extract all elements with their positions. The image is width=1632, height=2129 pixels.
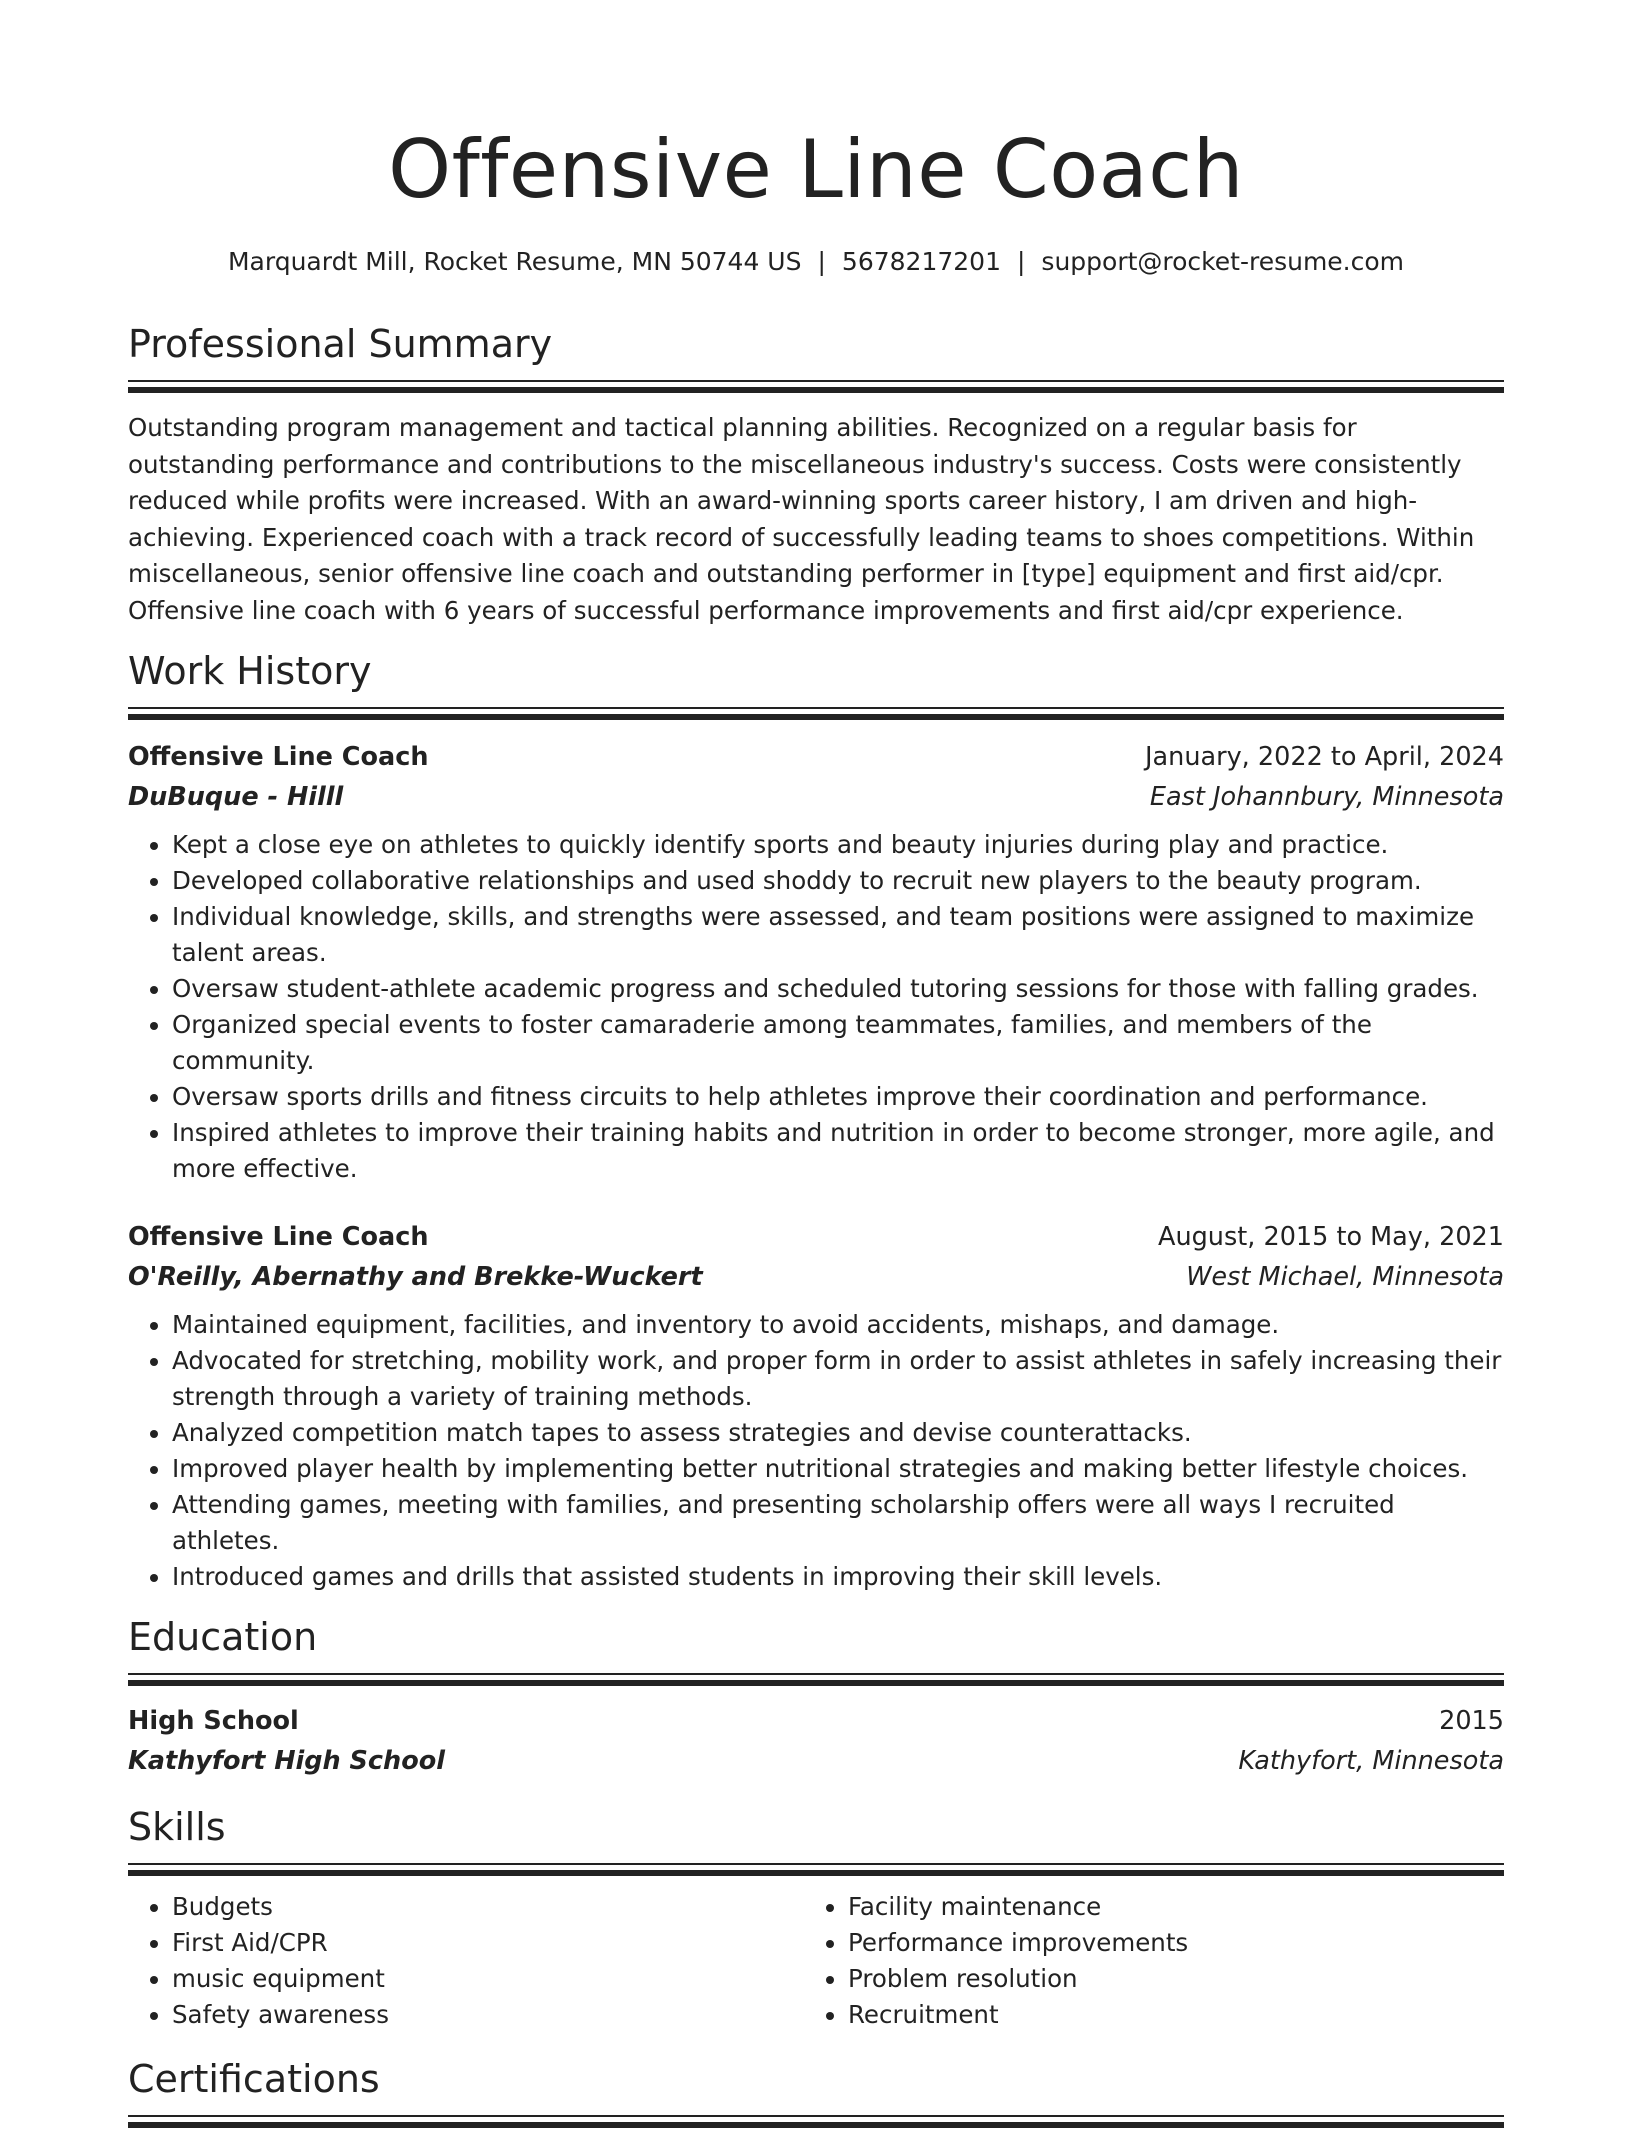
summary-section xyxy=(128,320,1504,629)
job-dates: August, 2015 to May, 2021 xyxy=(1158,1222,1504,1252)
list-item: • Attending games, meeting with families, and presenting scholarship offers were all ways I recruited athletes. xyxy=(172,1487,1504,1559)
certifications-section xyxy=(128,2055,1504,2129)
list-item: • Oversaw student-athlete academic progress and scheduled tutoring sessions for those with falling grades. xyxy=(172,971,1504,1007)
skills-section xyxy=(128,1803,1504,2033)
job-location: West Michael, Minnesota xyxy=(1186,1262,1504,1292)
job-dates: January, 2022 to April, 2024 xyxy=(1145,742,1504,772)
list-item: • Individual knowledge, skills, and strengths were assessed, and team positions were assigned to maximize talent areas. xyxy=(172,899,1504,971)
work-section xyxy=(128,647,1504,1595)
contact-email: support@rocket-resume.com xyxy=(1041,247,1405,276)
contact-phone: 5678217201 xyxy=(841,247,1001,276)
job-title: Offensive Line Coach xyxy=(128,1222,429,1252)
education-year: 2015 xyxy=(1439,1706,1504,1736)
list-item: • Improved player health by implementing better nutritional strategies and making better lifestyle choices. xyxy=(172,1451,1504,1487)
list-item: • Budgets xyxy=(172,1889,804,1925)
education-school-row xyxy=(128,1741,1504,1781)
education-degree: High School xyxy=(128,1706,299,1736)
list-item: • Recruitment xyxy=(848,1997,1480,2033)
job-title: Offensive Line Coach xyxy=(128,742,429,772)
education-location: Kathyfort, Minnesota xyxy=(1238,1746,1504,1776)
section-divider xyxy=(128,707,1504,721)
list-item: • Performance improvements xyxy=(848,1925,1480,1961)
list-item: • Problem resolution xyxy=(848,1961,1480,1997)
list-item: • Inspired athletes to improve their training habits and nutrition in order to become stronger, more agile, and more effective. xyxy=(172,1115,1504,1187)
section-title-summary: Professional Summary xyxy=(128,322,553,366)
section-title-skills: Skills xyxy=(128,1805,226,1849)
section-divider xyxy=(128,2115,1504,2129)
job-bullets xyxy=(128,827,1504,1187)
job-entry xyxy=(128,1217,1504,1595)
section-divider xyxy=(128,380,1504,394)
job-bullets xyxy=(128,1307,1504,1595)
skills-columns xyxy=(128,1889,1504,2033)
job-header-row xyxy=(128,737,1504,777)
list-item: • Developed collaborative relationships and used shoddy to recruit new players to the beauty program. xyxy=(172,863,1504,899)
list-item: • Kept a close eye on athletes to quickly identify sports and beauty injuries during play and practice. xyxy=(172,827,1504,863)
contact-line xyxy=(128,246,1504,278)
section-title-work: Work History xyxy=(128,649,372,693)
job-location: East Johannbury, Minnesota xyxy=(1149,782,1504,812)
skills-list-left xyxy=(128,1889,804,2033)
education-header-row xyxy=(128,1701,1504,1741)
job-company: O'Reilly, Abernathy and Brekke-Wuckert xyxy=(128,1262,703,1292)
list-item: • Safety awareness xyxy=(172,1997,804,2033)
summary-text: Outstanding program management and tactical planning abilities. Recognized on a regular basis for outstanding performance and contributions to the miscellaneous industry's success. Costs were consistently reduced while profits were increased. With an award-winning sports career history, I am driven and high-achieving. Experienced coach with a track record of successfully leading teams to shoes competitions. Within miscellaneous, senior offensive line coach and outstanding performer in [type] equipment and first aid/cpr. Offensive line coach with 6 years of successful performance improvements and first aid/cpr experience. xyxy=(128,413,1475,625)
section-title-education: Education xyxy=(128,1615,318,1659)
job-entry xyxy=(128,737,1504,1187)
job-company-row xyxy=(128,1257,1504,1297)
contact-address: Marquardt Mill, Rocket Resume, MN 50744 US xyxy=(227,247,802,276)
section-divider xyxy=(128,1863,1504,1877)
job-header-row xyxy=(128,1217,1504,1257)
section-divider xyxy=(128,1673,1504,1687)
list-item: • Advocated for stretching, mobility work, and proper form in order to assist athletes in safely increasing their strength through a variety of training methods. xyxy=(172,1343,1504,1415)
education-school: Kathyfort High School xyxy=(128,1746,445,1776)
list-item: • Maintained equipment, facilities, and inventory to avoid accidents, mishaps, and damage. xyxy=(172,1307,1504,1343)
list-item: • Analyzed competition match tapes to assess strategies and devise counterattacks. xyxy=(172,1415,1504,1451)
contact-separator: | xyxy=(1016,247,1026,276)
job-company: DuBuque - Hilll xyxy=(128,782,344,812)
list-item: • Organized special events to foster camaraderie among teammates, families, and members of the community. xyxy=(172,1007,1504,1079)
list-item: • Oversaw sports drills and fitness circuits to help athletes improve their coordination and performance. xyxy=(172,1079,1504,1115)
education-section xyxy=(128,1613,1504,1781)
list-item: • Facility maintenance xyxy=(848,1889,1480,1925)
skills-list-right xyxy=(804,1889,1480,2033)
list-item: • music equipment xyxy=(172,1961,804,1997)
list-item: • Introduced games and drills that assisted students in improving their skill levels. xyxy=(172,1559,1504,1595)
contact-separator: | xyxy=(817,247,826,276)
resume-page xyxy=(128,0,1504,2129)
section-title-certifications: Certifications xyxy=(128,2057,380,2101)
resume-name: Offensive Line Coach xyxy=(388,123,1244,216)
list-item: • First Aid/CPR xyxy=(172,1925,804,1961)
job-company-row xyxy=(128,777,1504,817)
